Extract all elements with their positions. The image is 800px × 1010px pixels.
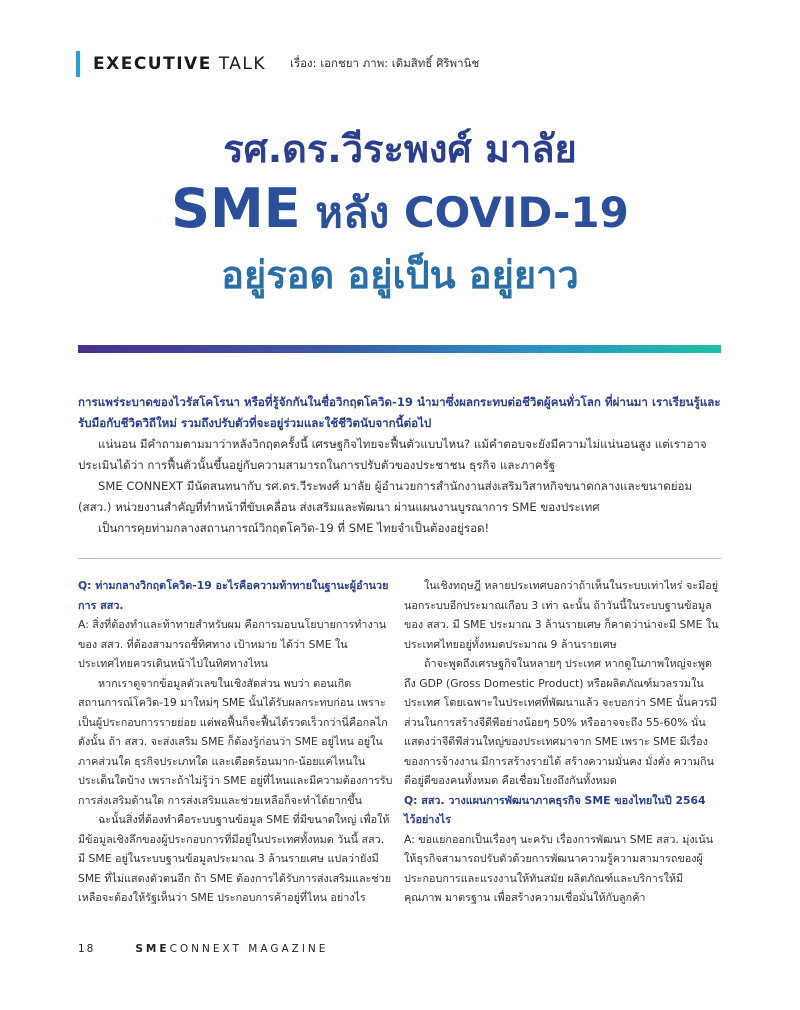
- title-line-3: อยู่รอด อยู่เป็น อยู่ยาว: [221, 253, 579, 297]
- section-divider: [78, 558, 721, 559]
- title-line-2: [0, 178, 800, 244]
- right-column: [404, 576, 720, 908]
- answer-paragraph: A: สิ่งที่ต้องทำและท้าทายสำหรับผม คือการมอบนโยบายการทำงานของ สสว. ที่ต้องสามารถชี้ทิศทาง เป้าหมาย ได้ว่า SME ในประเทศไทยควรเดินหน้าไปในทิศทางไหน: [78, 618, 387, 670]
- title-line-2-rest: หลัง COVID-19: [315, 188, 629, 237]
- page-footer: [78, 943, 328, 955]
- body-paragraph: หากเราดูจากข้อมูลตัวเลขในเชิงสัดส่วน พบว่า ตอนเกิดสถานการณ์โควิด-19 มาใหม่ๆ SME นั้นได้รับผลกระทบก่อน เพราะเป็นผู้ประกอบการรายย่อย แต่พอฟื้นก็จะฟื้นได้รวดเร็วกว่านี่คือกลไก ดังนั้น ถ้า สสว. จะส่งเสริม SME ก็ต้องรู้ก่อนว่า SME อยู่ไหน อยู่ในภาคส่วนใด ธุรกิจประเภทใด และเดือดร้อนมาก-น้อยแค่ไหนในประเด็นใดบ้าง เพราะถ้าไม่รู้ว่า SME อยู่ที่ไหนและมีความต้องการรับการส่งเสริมด้านใด การส่งเสริมและช่วยเหลือก็จะทำได้ยากขึ้น: [78, 676, 393, 807]
- article-credit: เรื่อง: เอกชยา ภาพ: เดิมสิทธิ์ ศิริพานิช: [290, 56, 480, 70]
- title-sme: SME: [171, 177, 301, 240]
- body-paragraph: ฉะนั้นสิ่งที่ต้องทำคือระบบฐานข้อมูล SME ที่มีขนาดใหญ่ เพื่อให้มีข้อมูลเชิงลึกของผู้ประกอบการที่มีอยู่ในประเทศทั้งหมด วันนี้ สสว. มี SME อยู่ในระบบฐานข้อมูลประมาณ 3 ล้านรายเศษ แปลว่ายังมี SME ที่ไม่แสดงตัวตนอีก ถ้า SME ต้องการได้รับการส่งเสริมและช่วยเหลือจะต้องให้รัฐเห็นว่า SME ประกอบการค้าอยู่ที่ไหน อย่างไร: [78, 813, 392, 904]
- gradient-rule: [78, 345, 721, 353]
- question-heading: Q: ท่ามกลางวิกฤตโควิด-19 อะไรคือความท้าทายในฐานะผู้อำนวยการ สสว.: [78, 579, 389, 612]
- title-line-1: รศ.ดร.วีระพงศ์ มาลัย: [223, 127, 577, 171]
- body-paragraph: ในเชิงทฤษฎี หลายประเทศบอกว่าถ้าเห็นในระบบเท่าไหร่ จะมีอยู่นอกระบบอีกประมาณเกือบ 3 เท่า ฉะนั้น ถ้าวันนี้ในระบบฐานข้อมูลของ สสว. มี SME ประมาณ 3 ล้านรายเศษ ก็คาดว่าน่าจะมี SME ในประเทศไทยอยู่ทั้งหมดประมาณ 9 ล้านรายเศษ: [404, 579, 719, 651]
- lead-intro: การแพร่ระบาดของไวรัสโคโรนา หรือที่รู้จักกันในชื่อวิกฤตโควิด-19 นำมาซึ่งผลกระทบต่อชีวิตผู้คนทั่วโลก ที่ผ่านมา เราเรียนรู้และรับมือกับชีวิตวิถีใหม่ รวมถึงปรับตัวที่จะอยู่ร่วมและใช้ชีวิตนับจากนี้ต่อไป: [78, 395, 721, 430]
- article-title: [0, 120, 800, 306]
- lead-paragraph: SME CONNEXT มีนัดสนทนากับ รศ.ดร.วีระพงศ์ มาลัย ผู้อำนวยการสำนักงานส่งเสริมวิสาหกิจขนาดกลางและขนาดย่อม (สสว.) หน่วยงานสำคัญที่ทำหน้าที่ขับเคลื่อน ส่งเสริมและพัฒนา ผ่านแผนงานบูรณาการ SME ของประเทศ: [78, 479, 693, 514]
- lead-paragraphs: [78, 392, 721, 539]
- lead-paragraph: เป็นการคุยท่ามกลางสถานการณ์วิกฤตโควิด-19 ที่ SME ไทยจำเป็นต้องอยู่รอด!: [98, 521, 490, 535]
- question-heading: Q: สสว. วางแผนการพัฒนาภาคธุรกิจ SME ของไทยในปี 2564 ไว้อย่างไร: [404, 793, 706, 826]
- magazine-brand-bold: SME: [135, 943, 170, 955]
- section-label: [93, 54, 266, 74]
- header-accent-bar: [76, 51, 80, 77]
- left-column: [78, 576, 394, 908]
- magazine-brand-rest: CONNEXT MAGAZINE: [169, 943, 329, 955]
- body-paragraph: ถ้าจะพูดถึงเศรษฐกิจในหลายๆ ประเทศ หากดูในภาพใหญ่จะพูดถึง GDP (Gross Domestic Product) หรือผลิตภัณฑ์มวลรวมในประเทศ โดยเฉพาะในประเทศที่พัฒนาแล้ว จะบอกว่า SME นั้นควรมีส่วนในการสร้างจีดีพีอย่างน้อยๆ 50% หรืออาจจะถึง 55-60% นั่นแสดงว่าจีดีพีส่วนใหญ่ของประเทศมาจาก SME เพราะ SME มีเรื่องของการจ้างงาน มีการสร้างรายได้ สร้างความมั่นคง มั่งคั่ง ความกินดีอยู่ดีของคนทั้งหมด คือเชื่อมโยงถึงกันทั้งหมด: [404, 657, 717, 787]
- page-number: 18: [78, 943, 96, 955]
- answer-paragraph: A: ขอแยกออกเป็นเรื่องๆ นะครับ เรื่องการพัฒนา SME สสว. มุ่งเน้นให้ธุรกิจสามารถปรับตัวด้วยการพัฒนาความรู้ความสามารถของผู้ประกอบการและแรงงานให้ทันสมัย ผลิตภัณฑ์และบริการให้มีคุณภาพ มาตรฐาน เพื่อสร้างความเชื่อมั่นให้กับลูกค้า: [404, 832, 714, 904]
- section-label-bold: EXECUTIVE: [93, 54, 212, 74]
- lead-paragraph: แน่นอน มีคำถามตามมาว่าหลังวิกฤตครั้งนี้ เศรษฐกิจไทยจะฟื้นตัวแบบไหน? แม้คำตอบจะยังมีความไม่แน่นอนสูง แต่เราอาจประเมินได้ว่า การฟื้นตัวนั้นขึ้นอยู่กับความสามารถในการปรับตัวของประชาชน ธุรกิจ และภาครัฐ: [78, 437, 707, 472]
- section-label-rest: TALK: [218, 54, 267, 74]
- section-header: [76, 51, 479, 77]
